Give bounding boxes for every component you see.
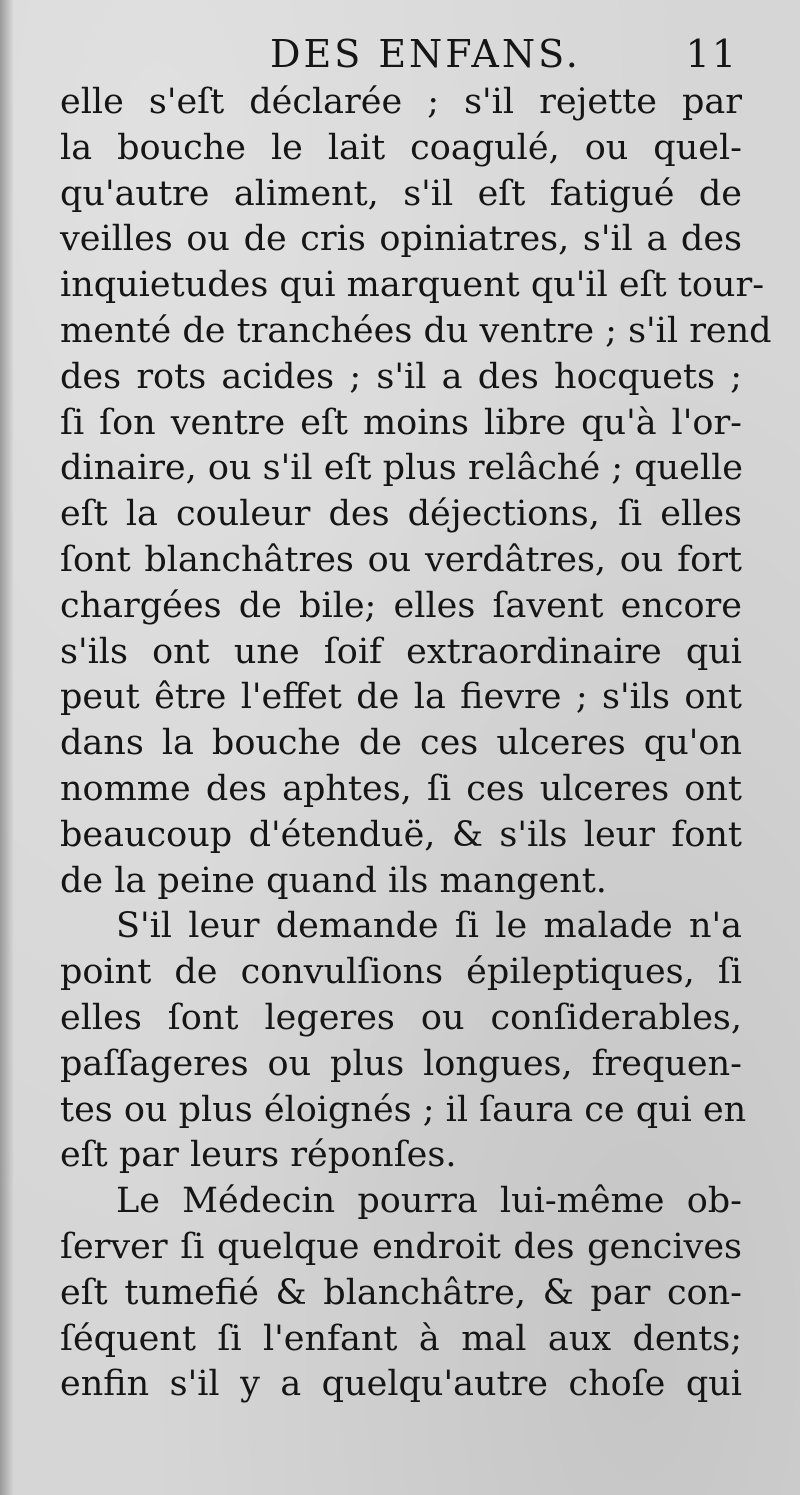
page-number: 11	[685, 32, 738, 76]
text-line: chargées de bile; elles ſavent encore	[60, 585, 742, 626]
paragraph-2	[60, 904, 747, 1179]
running-head	[60, 24, 740, 84]
text-line: qu'autre aliment, s'il eſt fatigué de	[60, 173, 742, 214]
text-line: S'il leur demande ſi le malade n'a	[116, 906, 742, 947]
text-line: beaucoup d'étenduë, & s'ils leur font	[60, 814, 742, 855]
text-line: ſerver ſi quelque endroit des gencives	[60, 1226, 742, 1267]
text-line: ſont blanchâtres ou verdâtres, ou fort	[60, 539, 742, 580]
text-line: menté de tranchées du ventre ; s'il rend	[60, 310, 772, 351]
text-line: eſt par leurs réponſes.	[60, 1135, 457, 1176]
text-line: elle s'eſt déclarée ; s'il rejette par	[60, 82, 742, 122]
text-line: ſéquent ſi l'enfant à mal aux dents;	[60, 1318, 742, 1359]
text-line: ſi ſon ventre eſt moins libre qu'à l'or-	[60, 402, 742, 443]
text-line: dans la bouche de ces ulceres qu'on	[60, 723, 742, 764]
paragraph-3	[60, 1179, 742, 1408]
page-edge-shadow	[0, 0, 14, 1495]
text-line: tes ou plus éloignés ; il ſaura ce qui en	[60, 1089, 747, 1130]
text-line: paſſageres ou plus longues, frequen-	[60, 1043, 742, 1084]
text-line: la bouche le lait coagulé, ou quel-	[60, 127, 742, 168]
text-line: inquietudes qui marquent qu'il eſt tour-	[60, 265, 765, 306]
text-line: nomme des aphtes, ſi ces ulceres ont	[60, 768, 742, 809]
text-line: enfin s'il y a quelqu'autre choſe qui	[60, 1364, 742, 1405]
text-line: des rots acides ; s'il a des hocquets ;	[60, 356, 742, 397]
text-line: Le Médecin pourra lui-même ob-	[116, 1181, 742, 1222]
text-line: de la peine quand ils mangent.	[60, 860, 607, 901]
running-title: DES ENFANS.	[270, 32, 581, 76]
text-line: eſt la couleur des déjections, ſi elles	[60, 494, 742, 535]
text-line: dinaire, ou s'il eſt plus relâché ; quelle	[60, 448, 743, 489]
body-text	[60, 80, 772, 1408]
text-line: s'ils ont une ſoif extraordinaire qui	[60, 631, 742, 672]
text-line: peut être l'effet de la fievre ; s'ils ont	[60, 677, 742, 718]
text-line: elles ſont legeres ou conſiderables,	[60, 997, 742, 1038]
text-line: eſt tumefié & blanchâtre, & par con-	[60, 1272, 742, 1313]
paragraph-1	[60, 80, 772, 904]
text-line: point de convulſions épileptiques, ſi	[60, 952, 742, 993]
text-line: veilles ou de cris opiniatres, s'il a des	[60, 219, 742, 260]
